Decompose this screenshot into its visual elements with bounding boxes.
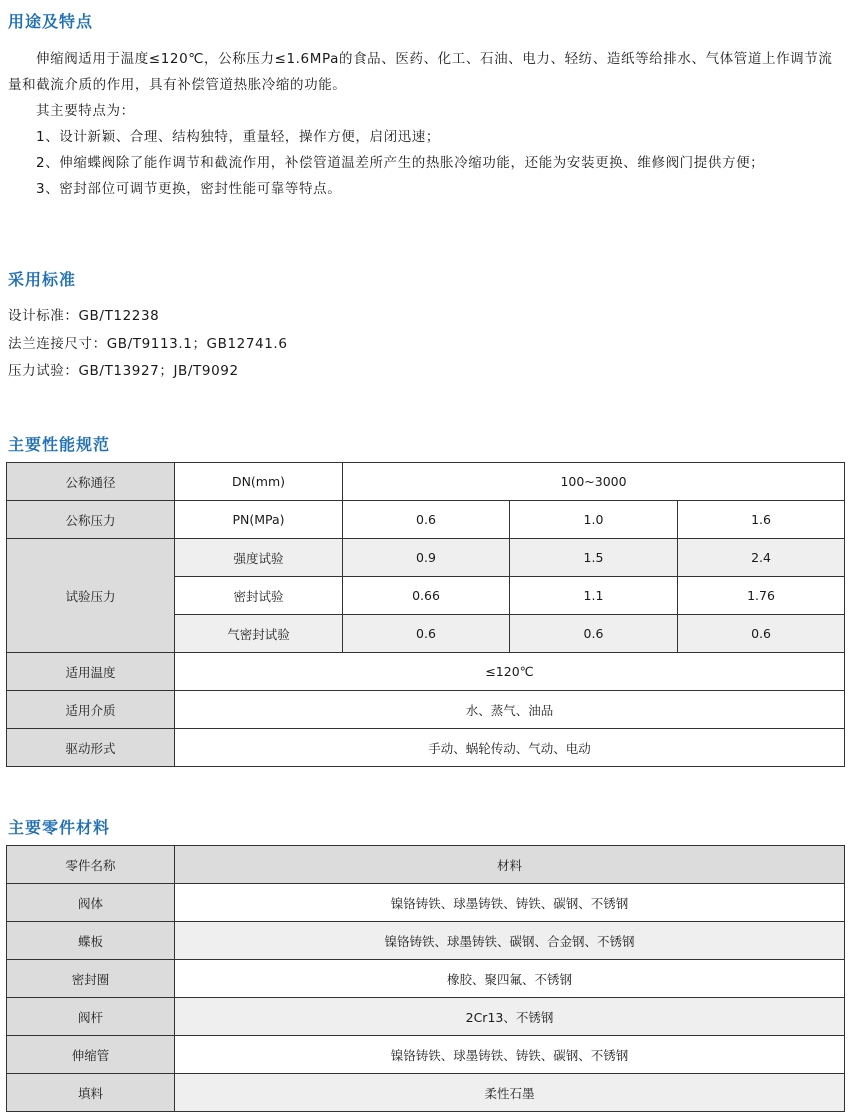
- nominal-pressure-unit: PN(MPa): [175, 501, 343, 539]
- performance-table: [6, 462, 845, 767]
- test-pressure-label: 试验压力: [7, 539, 175, 653]
- table-row: [7, 960, 845, 998]
- part-material: 柔性石墨: [175, 1074, 845, 1112]
- table-row: [7, 691, 845, 729]
- part-name: 伸缩管: [7, 1036, 175, 1074]
- table-row: [7, 501, 845, 539]
- nominal-pressure-value: 0.6: [343, 501, 510, 539]
- section-heading-performance: 主要性能规范: [8, 435, 111, 454]
- medium-label: 适用介质: [7, 691, 175, 729]
- usage-text-block: [8, 46, 838, 202]
- seal-test-value: 1.76: [678, 577, 845, 615]
- materials-table: [6, 845, 845, 1112]
- seal-test-label: 密封试验: [175, 577, 343, 615]
- table-row: [7, 922, 845, 960]
- medium-value: 水、蒸气、油品: [175, 691, 845, 729]
- strength-test-value: 0.9: [343, 539, 510, 577]
- part-material: 2Cr13、不锈钢: [175, 998, 845, 1036]
- strength-test-label: 强度试验: [175, 539, 343, 577]
- table-row: [7, 998, 845, 1036]
- table-row: [7, 729, 845, 767]
- part-material: 镍铬铸铁、球墨铸铁、铸铁、碳钢、不锈钢: [175, 1036, 845, 1074]
- air-seal-test-value: 0.6: [510, 615, 678, 653]
- part-name-header: 零件名称: [7, 846, 175, 884]
- drive-value: 手动、蜗轮传动、气动、电动: [175, 729, 845, 767]
- table-row: [7, 463, 845, 501]
- air-seal-test-value: 0.6: [678, 615, 845, 653]
- strength-test-value: 2.4: [678, 539, 845, 577]
- section-heading-usage: 用途及特点: [8, 12, 94, 31]
- section-heading-materials: 主要零件材料: [8, 818, 111, 837]
- seal-test-value: 0.66: [343, 577, 510, 615]
- part-material: 镍铬铸铁、球墨铸铁、碳钢、合金钢、不锈钢: [175, 922, 845, 960]
- standard-flange: 法兰连接尺寸：GB/T9113.1；GB12741.6: [8, 336, 288, 352]
- seal-test-value: 1.1: [510, 577, 678, 615]
- material-header: 材料: [175, 846, 845, 884]
- table-row: [7, 539, 845, 577]
- part-name: 阀体: [7, 884, 175, 922]
- air-seal-test-label: 气密封试验: [175, 615, 343, 653]
- part-material: 镍铬铸铁、球墨铸铁、铸铁、碳钢、不锈钢: [175, 884, 845, 922]
- part-name: 填料: [7, 1074, 175, 1112]
- drive-label: 驱动形式: [7, 729, 175, 767]
- table-header-row: [7, 846, 845, 884]
- temperature-label: 适用温度: [7, 653, 175, 691]
- part-name: 阀杆: [7, 998, 175, 1036]
- nominal-pressure-value: 1.6: [678, 501, 845, 539]
- feature-item-2: 2、伸缩蝶阀除了能作调节和截流作用，补偿管道温差所产生的热胀冷缩功能，还能为安装更换、维修阀门提供方便；: [36, 155, 765, 171]
- strength-test-value: 1.5: [510, 539, 678, 577]
- usage-paragraph: 伸缩阀适用于温度≤120℃，公称压力≤1.6MPa的食品、医药、化工、石油、电力、轻纺、造纸等给排水、气体管道上作调节流量和截流介质的作用，具有补偿管道热胀冷缩的功能。: [8, 51, 833, 93]
- nominal-diameter-label: 公称通径: [7, 463, 175, 501]
- nominal-pressure-value: 1.0: [510, 501, 678, 539]
- nominal-diameter-value: 100~3000: [343, 463, 845, 501]
- part-name: 蝶板: [7, 922, 175, 960]
- table-row: [7, 653, 845, 691]
- table-row: [7, 1036, 845, 1074]
- nominal-pressure-label: 公称压力: [7, 501, 175, 539]
- temperature-value: ≤120℃: [175, 653, 845, 691]
- part-name: 密封圈: [7, 960, 175, 998]
- table-row: [7, 884, 845, 922]
- features-intro: 其主要特点为：: [36, 103, 135, 119]
- part-material: 橡胶、聚四氟、不锈钢: [175, 960, 845, 998]
- feature-item-3: 3、密封部位可调节更换，密封性能可靠等特点。: [36, 181, 342, 197]
- nominal-diameter-unit: DN(mm): [175, 463, 343, 501]
- air-seal-test-value: 0.6: [343, 615, 510, 653]
- standard-design: 设计标准：GB/T12238: [8, 308, 160, 324]
- table-row: [7, 1074, 845, 1112]
- section-heading-standards: 采用标准: [8, 270, 77, 289]
- standard-pressure-test: 压力试验：GB/T13927；JB/T9092: [8, 363, 239, 379]
- feature-item-1: 1、设计新颖、合理、结构独特，重量轻，操作方便，启闭迅速；: [36, 129, 440, 145]
